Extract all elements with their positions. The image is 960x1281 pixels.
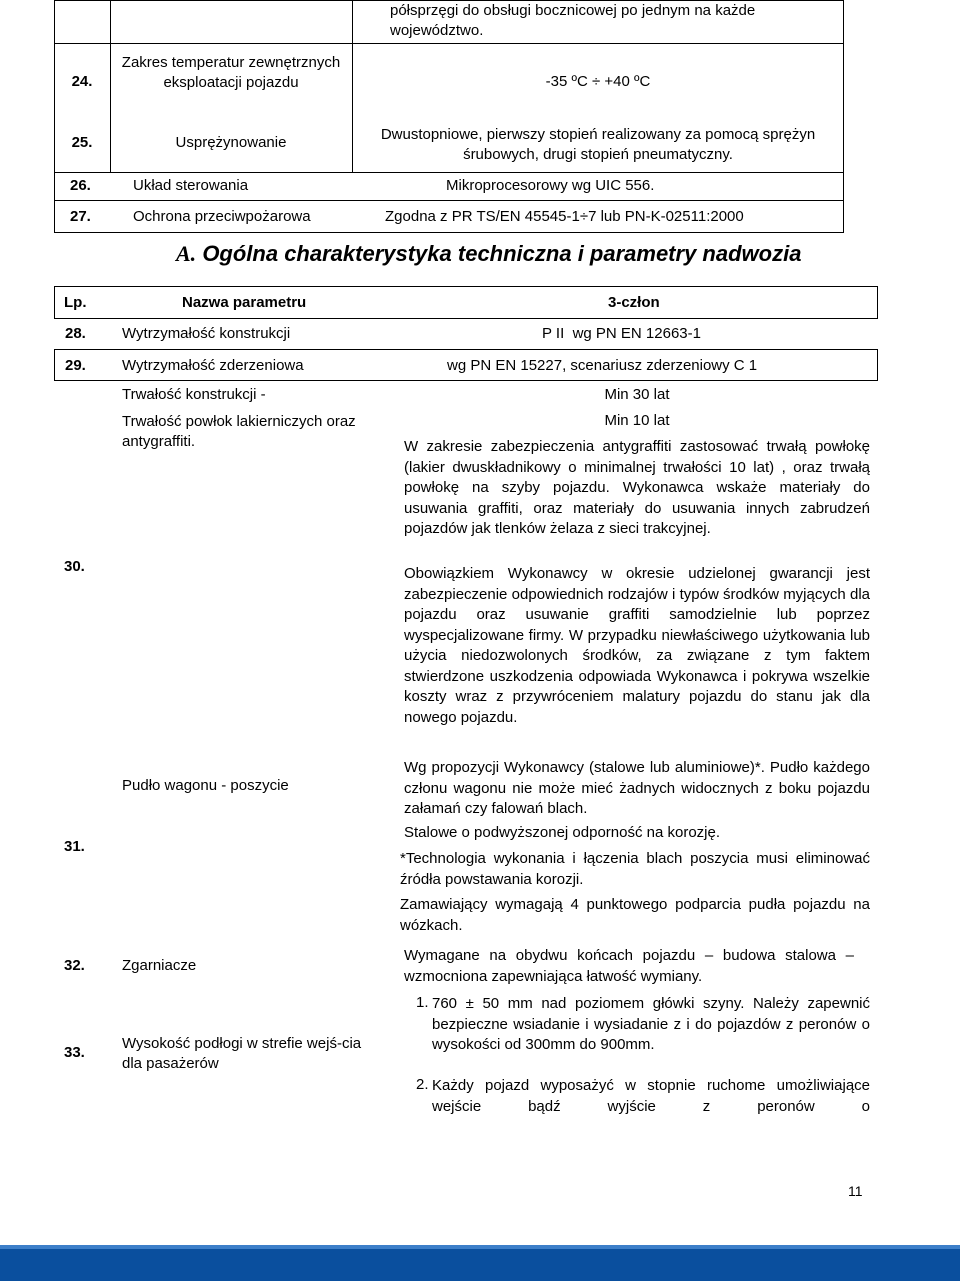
row-number-28: 28. [65,325,86,342]
body-material-paragraph: Wg propozycji Wykonawcy (stalowe lub aluminiowe)*. Pudło każdego członu wagonu nie może mieć żadnych widocznych z boku pojazdu załamań czy falowań blach. [404,759,870,817]
floor-height-item-2: Każdy pojazd wyposażyć w stopnie ruchome umożliwiające wejście bądź wyjście z peronów o [432,1077,870,1115]
header-name: Nazwa parametru [182,294,307,311]
section-letter: A. [176,241,197,266]
row-number-26: 26. [70,177,91,194]
row-number-32: 32. [64,957,85,974]
section-title: Ogólna charakterystyka techniczna i parametry nadwozia [202,241,802,266]
row-number-31: 31. [64,838,85,855]
header-value: 3-człon [608,294,660,311]
header-lp: Lp. [64,294,87,311]
body-technology-paragraph: *Technologia wykonania i łączenia blach poszycia musi eliminować źródła powstawania korozji. [400,850,870,888]
param-name-body: Pudło wagonu - poszycie [122,777,289,794]
floor-height-item-1: 760 ± 50 mm nad poziomem główki szyny. Należy zapewnić bezpieczne wsiadanie i wysiadanie z i do pojazdów z peronów o wysokości od 300mm do 900mm. [432,995,870,1053]
body-steel-paragraph: Stalowe o podwyższonej odporność na korozję. [404,824,721,841]
param-value-strength: P II wg PN EN 12663-1 [542,325,701,342]
param-name-crash: Wytrzymałość zderzeniowa [122,357,304,374]
footer-bar-highlight [0,1245,960,1249]
param-value-crash: wg PN EN 15227, scenariusz zderzeniowy C 1 [447,357,758,374]
row-number-33: 33. [64,1044,85,1061]
param-name-floor-height: Wysokość podłogi w strefie wejś-cia dla pasażerów [122,1035,362,1072]
param-name-coating: Trwałość powłok lakierniczych oraz antygraffiti. [122,413,356,450]
param-value-fire: Zgodna z PR TS/EN 45545-1÷7 lub PN-K-02511:2000 [385,208,744,225]
param-value-control: Mikroprocesorowy wg UIC 556. [446,177,655,194]
param-name-control: Układ sterowania [133,177,249,194]
row-number-24: 24. [71,73,93,90]
footer-bar [0,1245,960,1281]
row-number-27: 27. [70,208,91,225]
value-structure-life: Min 30 lat [604,386,670,403]
param-value-suspension: Dwustopniowe, pierwszy stopień realizowany za pomocą sprężyn śrubowych, drugi stopień pneumatyczny. [380,126,816,163]
param-value-temperature: -35 ºC ÷ +40 ºC [545,73,651,90]
warranty-paragraph: Obowiązkiem Wykonawcy w okresie udzielonej gwarancji jest zabezpieczenie odpowiednich rodzajów i typów środków myjących dla pojazdu oraz usuwanie graffiti samodzielnie lub poprzez wyspecjalizowane firmy. W przypadku niewłaściwego użytkowania lub użycia niedozwolonych środków, za związane z tym faktem stwierdzone uszkodzenia odpowiada Wykonawca i pokrywa wszelkie koszty wraz z przywróceniem malatury pojazdu do stanu jak dla nowego pojazdu. [404,565,870,726]
param-name-suspension: Usprężynowanie [175,134,287,151]
row-number-25: 25. [71,134,93,151]
list-number-2: 2. [416,1076,429,1093]
section-heading [176,241,801,267]
param-name-fire: Ochrona przeciwpożarowa [133,208,311,225]
row-number-30: 30. [64,558,85,575]
param-name-temperature: Zakres temperatur zewnętrznych eksploatacji pojazdu [121,54,341,91]
cell-value-continuation: półsprzęgi do obsługi bocznicowej po jednym na każde województwo. [390,2,756,39]
antigraffiti-paragraph: W zakresie zabezpieczenia antygraffiti zastosować trwałą powłokę (lakier dwuskładnikowy o minimalnej trwałości 10 lat) , oraz trwałą powłokę na szyby pojazdu. Wykonawca wskaże materiały do usuwania graffiti, oraz materiały do usuwania innych zabrudzeń pojazdów jak tlenków żelaza z sieci trakcyjnej. [404,438,870,537]
list-number-1: 1. [416,994,429,1011]
param-name-scrapers: Zgarniacze [122,957,197,974]
value-coating-life: Min 10 lat [604,412,670,429]
param-name-strength: Wytrzymałość konstrukcji [122,325,291,342]
body-support-paragraph: Zamawiający wymagają 4 punktowego podparcia pudła pojazdu na wózkach. [400,896,870,934]
page-number: 11 [848,1183,863,1199]
scrapers-paragraph: Wymagane na obydwu końcach pojazdu – budowa stalowa – wzmocniona zapewniająca łatwość wymiany. [404,947,854,985]
row-number-29: 29. [65,357,86,374]
param-name-durability: Trwałość konstrukcji - [122,386,266,403]
